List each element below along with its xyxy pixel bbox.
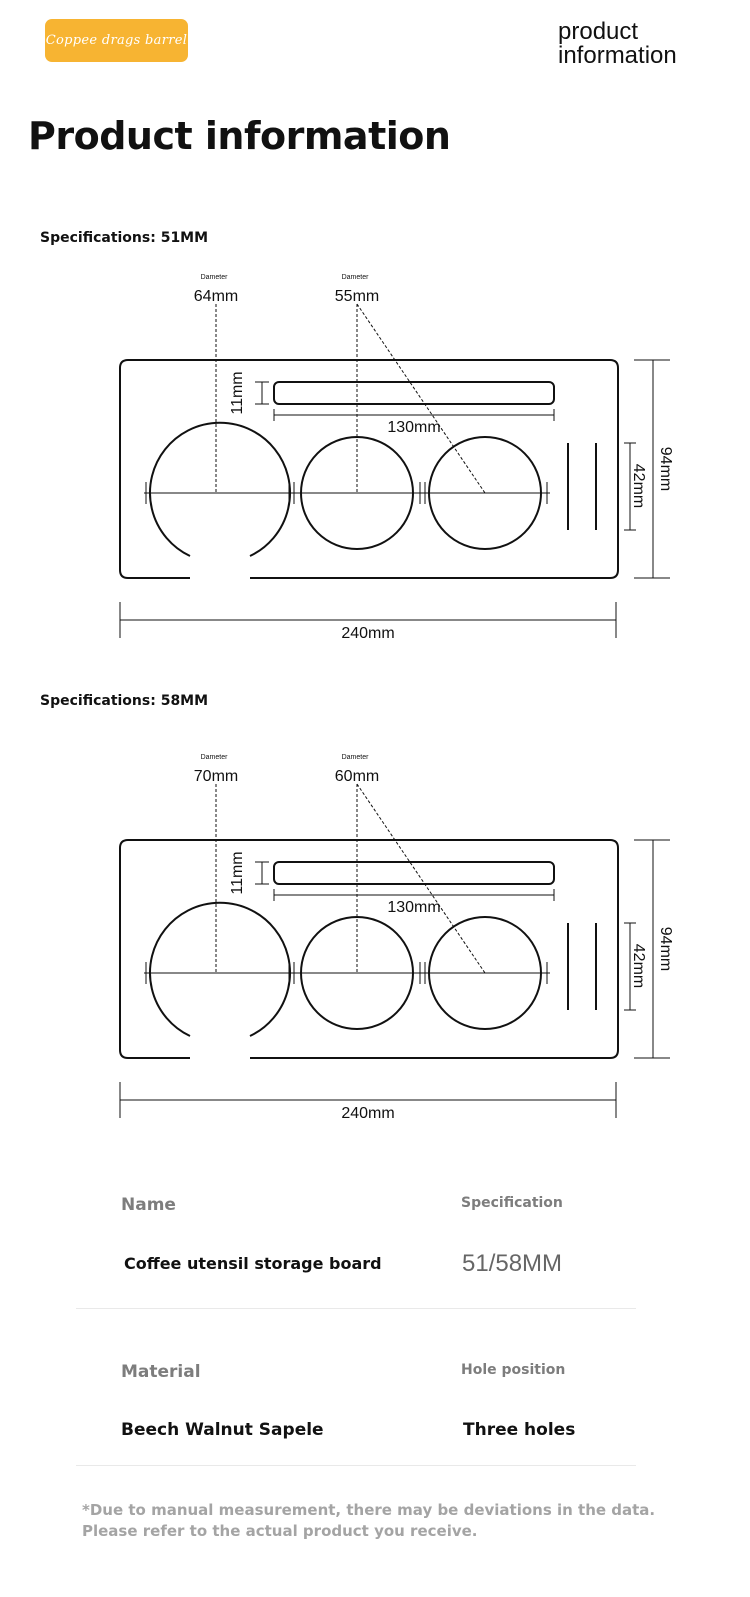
slot-outline	[274, 382, 554, 404]
material-value: Beech Walnut Sapele	[121, 1420, 324, 1440]
corner-caption	[558, 20, 677, 68]
board-outline	[120, 840, 618, 1058]
diameter-caption-left: Dameter	[200, 754, 228, 761]
table-divider-1	[76, 1308, 636, 1309]
disclaimer-line1: *Due to manual measurement, there may be deviations in the data.	[82, 1501, 656, 1519]
logo-text: Coppee drags barrel	[45, 33, 188, 48]
hole-position-label: Hole position	[461, 1362, 566, 1378]
disclaimer-line2: Please refer to the actual product you receive.	[82, 1522, 478, 1540]
slot-outline	[274, 862, 554, 884]
hole-large	[150, 423, 290, 556]
slot-width-label: 130mm	[387, 899, 441, 916]
total-width-label: 240mm	[341, 1105, 395, 1122]
spec-heading-51mm: Specifications: 51MM	[40, 230, 209, 246]
diameter-caption-right: Dameter	[341, 274, 369, 281]
specification-value: 51/58MM	[462, 1250, 563, 1277]
inner-height-label: 42mm	[630, 463, 647, 509]
slot-height-label: 11mm	[229, 851, 246, 895]
corner-caption-line2: information	[558, 42, 677, 69]
hole-position-value: Three holes	[463, 1420, 576, 1440]
material-label: Material	[121, 1362, 201, 1382]
spec-heading-58mm: Specifications: 58MM	[40, 693, 209, 709]
diameter-right-label: 60mm	[334, 768, 380, 785]
diameter-left-label: 64mm	[193, 288, 239, 305]
name-value: Coffee utensil storage board	[124, 1254, 382, 1273]
specification-label: Specification	[461, 1195, 563, 1211]
hole-large	[150, 903, 290, 1036]
diameter-caption-left: Dameter	[200, 274, 228, 281]
slot-width-label: 130mm	[387, 419, 441, 436]
inner-height-label: 42mm	[630, 943, 647, 989]
page-title: Product information	[28, 114, 451, 158]
slot-height-label: 11mm	[229, 371, 246, 415]
board-diagram-51mm	[0, 260, 750, 660]
diameter-caption-right: Dameter	[341, 754, 369, 761]
board-outline	[120, 360, 618, 578]
total-height-label: 94mm	[657, 926, 674, 972]
diameter-right-label: 55mm	[334, 288, 380, 305]
board-diagram-58mm	[0, 740, 750, 1140]
disclaimer-note	[82, 1500, 655, 1542]
total-width-label: 240mm	[341, 625, 395, 642]
total-height-label: 94mm	[657, 446, 674, 492]
brand-logo	[45, 19, 188, 62]
diameter-left-label: 70mm	[193, 768, 239, 785]
table-divider-2	[76, 1465, 636, 1466]
corner-caption-line1: product	[558, 18, 639, 45]
name-label: Name	[121, 1195, 176, 1215]
